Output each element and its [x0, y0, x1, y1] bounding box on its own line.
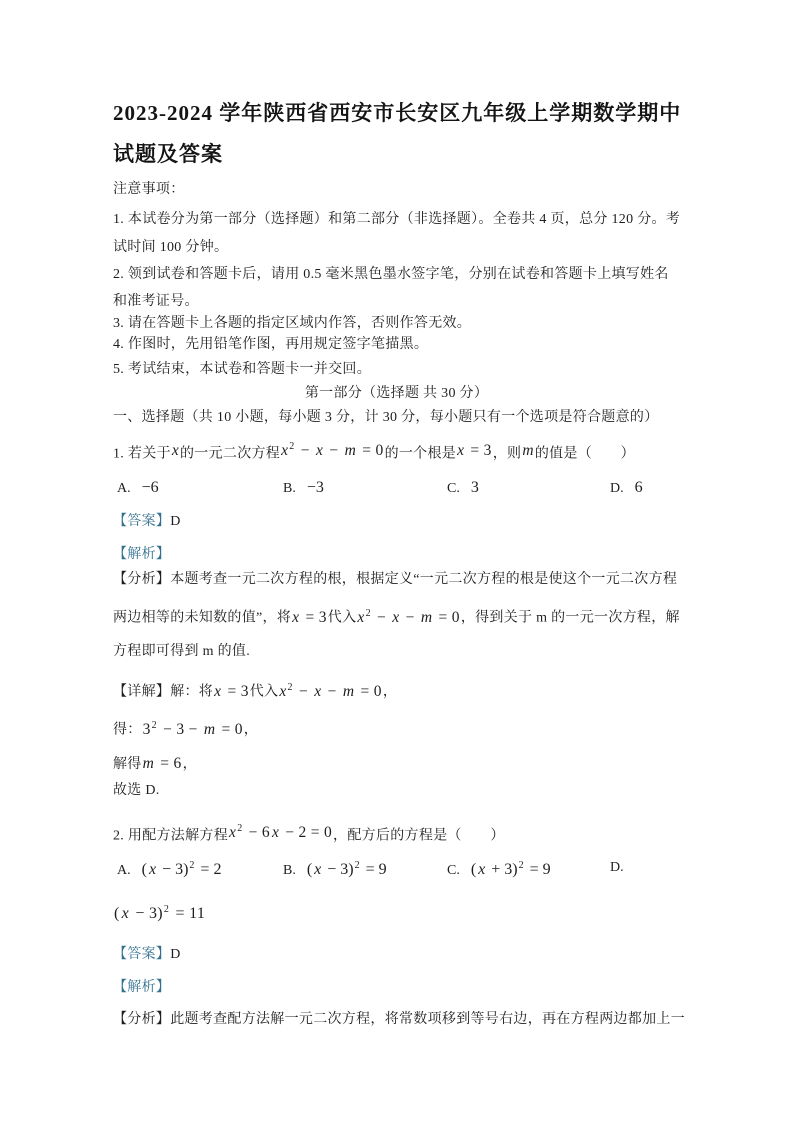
option-value: 3 — [470, 479, 479, 496]
question-1-detail-line: 【详解】解：将x = 3代入$x^2 - x - m = 0$， — [113, 682, 398, 700]
option-label: B. — [283, 862, 296, 878]
section1-instructions: 一、选择题（共 10 小题，每小题 3 分，计 30 分，每小题只有一个选项是符合题意的） — [113, 410, 659, 425]
question-1-stem: 1. 若关于x的一元二次方程$x^2 - x - m = 0$的一个根是x = 3，则m的值是（ ） — [113, 441, 635, 462]
question-1-detail-line: 故选 D. — [113, 783, 160, 798]
notice-line: 5. 考试结束，本试卷和答题卡一并交回。 — [113, 362, 371, 377]
question-1-detail-line: 得：$3^2 - 3 - m = 0$， — [113, 720, 259, 738]
question-1-option-d — [610, 479, 644, 497]
question-1-analysis-line: 两边相等的未知数的值”，将x = 3代入$x^2 - x - m = 0$，得到关于 m 的一元一次方程，解 — [113, 608, 680, 626]
question-1-explain-label: 【解析】 — [113, 547, 171, 562]
option-label: C. — [447, 862, 460, 878]
notice-line: 4. 作图时，先用铅笔作图，再用规定签字笔描黑。 — [113, 337, 429, 352]
option-value: −6 — [141, 479, 159, 496]
question-2-option-d — [610, 860, 634, 876]
notice-line: 2. 领到试卷和答题卡后，请用 0.5 毫米黑色墨水签字笔，分别在试卷和答题卡上填写姓名 — [113, 267, 669, 282]
option-value: ( x + 3)$^2$ = 9 — [470, 860, 551, 878]
option-label: C. — [447, 481, 460, 496]
question-2-options — [113, 860, 688, 890]
option-value: ( x − 3)$^2$ = 9 — [306, 860, 387, 878]
page-title-line1: 2023-2024 学年陕西省西安市长安区九年级上学期数学期中 — [113, 101, 682, 125]
question-2-stem: 2. 用配方法解方程$x^2 - 6$ x − 2 = 0，配方后的方程是（ ） — [113, 823, 505, 844]
question-2-analysis-line: 【分析】此题考查配方法解一元二次方程，将常数项移到等号右边，再在方程两边都加上一 — [113, 1012, 685, 1027]
question-1-answer: 【答案】D — [113, 514, 181, 529]
question-2-explain-label: 【解析】 — [113, 980, 171, 995]
question-2-option-c — [447, 860, 552, 879]
notice-line: 试时间 100 分钟。 — [113, 240, 229, 255]
question-1-option-c — [447, 479, 480, 497]
part1-heading: 第一部分（选择题 共 30 分） — [304, 386, 489, 401]
notice-line: 1. 本试卷分为第一部分（选择题）和第二部分（非选择题）。全卷共 4 页，总分 120 分。考 — [113, 212, 681, 227]
option-label: A. — [117, 481, 131, 496]
question-2-answer: 【答案】D — [113, 947, 181, 962]
question-1-detail-line: 解得m = 6， — [113, 755, 197, 772]
question-1-analysis-line: 【分析】本题考查一元二次方程的根，根据定义“一元二次方程的根是使这个一元二次方程 — [113, 572, 678, 587]
question-2-option-b — [283, 860, 388, 879]
option-label: A. — [117, 862, 131, 878]
option-value: 6 — [634, 479, 643, 496]
question-1-analysis-line: 方程即可得到 m 的值. — [113, 644, 250, 659]
option-label: D. — [610, 481, 624, 496]
question-2-option-a — [117, 860, 222, 879]
question-1-option-b — [283, 479, 325, 497]
question-1-options — [113, 479, 688, 509]
option-label: B. — [283, 481, 296, 496]
notice-heading: 注意事项： — [113, 182, 185, 197]
option-value: −3 — [306, 479, 324, 496]
question-2-option-d-formula: ( x − 3)$^2$ = 11 — [114, 904, 206, 922]
question-1-option-a — [117, 479, 160, 497]
notice-line: 3. 请在答题卡上各题的指定区域内作答，否则作答无效。 — [113, 316, 472, 331]
page-title-line2: 试题及答案 — [113, 142, 223, 166]
option-label: D. — [610, 860, 624, 875]
notice-line: 和准考证号。 — [113, 294, 199, 309]
option-value: ( x − 3)$^2$ = 2 — [141, 860, 222, 878]
